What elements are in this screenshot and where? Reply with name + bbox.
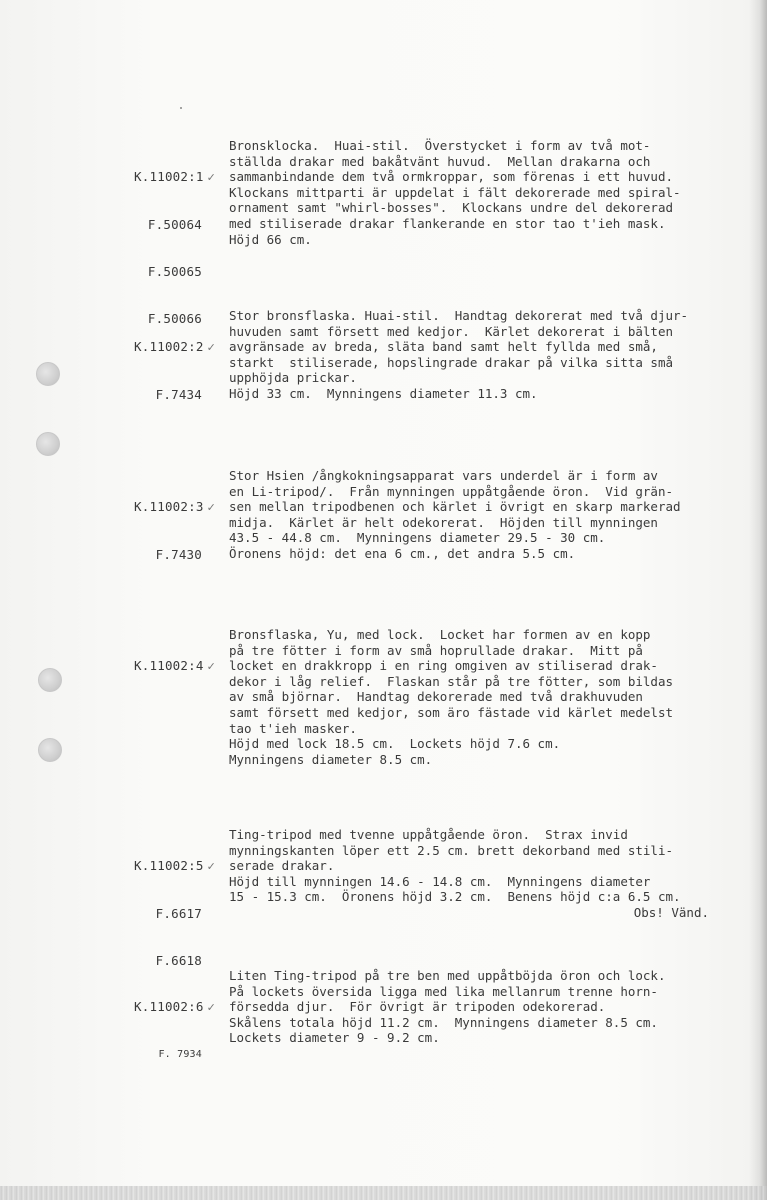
description-line: Höjd 66 cm. (229, 231, 312, 247)
entry-description (229, 468, 749, 562)
description-line: på tre fötter i form av små hoprullade drakar. Mitt på (229, 642, 643, 658)
catalog-number: K.11002:4 (134, 658, 204, 674)
page-edge-shadow (749, 0, 767, 1200)
description-line: Stor bronsflaska. Huai-stil. Handtag dekorerat med två djur- (229, 308, 689, 323)
punch-hole (38, 738, 62, 762)
description-line: Höjd till mynningen 14.6 - 14.8 cm. Mynningens diameter (229, 873, 651, 889)
check-mark: ✓ (206, 341, 216, 355)
description-line: med stiliserade drakar flankerande en stor tao t'ieh mask. (229, 215, 666, 231)
description-line: 15 - 15.3 cm. Öronens höjd 3.2 cm. Benens höjd c:a 6.5 cm. (229, 889, 681, 905)
description-line: 43.5 - 44.8 cm. Mynningens diameter 29.5 - 30 cm. (229, 530, 606, 546)
check-mark: ✓ (206, 1001, 216, 1015)
description-line: avgränsade av breda, släta band samt helt fyllda med små, (229, 339, 658, 355)
photo-number: F.6617 (155, 905, 202, 921)
description-line: samt försett med kedjor, som äro fästade vid kärlet medelst (229, 704, 674, 720)
description-line: försedda djur. För övrigt är tripoden odekorerad. (229, 999, 606, 1015)
entry-description (229, 308, 749, 402)
check-mark: ✓ (206, 171, 216, 185)
scan-bottom-edge (0, 1186, 767, 1200)
entry-reference (112, 627, 216, 706)
speck (180, 107, 182, 109)
photo-number: F.50064 (147, 216, 202, 232)
punch-hole (36, 362, 60, 386)
punch-hole (36, 432, 60, 456)
entry-description (229, 827, 749, 921)
description-line: sen mellan tripodbenen och kärlet i övrigt en skarp markerad (229, 499, 681, 515)
description-line: huvuden samt försett med kedjor. Kärlet dekorerat i bälten (229, 323, 674, 339)
description-line: sammanbindande dem två ormkroppar, som förenas i ett huvud. (229, 169, 674, 185)
description-line: starkt stiliserade, hopslingrade drakar på vilka sitta små (229, 354, 674, 370)
description-line: ornament samt "whirl-bosses". Klockans undre del dekorerad (229, 200, 674, 216)
entry-reference (112, 468, 216, 594)
photo-number: F.7430 (155, 546, 202, 562)
photo-number: F.6618 (155, 952, 202, 968)
description-line: Skålens totala höjd 11.2 cm. Mynningens diameter 8.5 cm. (229, 1014, 658, 1030)
description-line: mynningskanten löper ett 2.5 cm. brett dekorband med stili- (229, 842, 674, 858)
description-line: dekor i låg relief. Flaskan står på tre fötter, som bildas (229, 673, 674, 689)
check-mark: ✓ (206, 660, 216, 674)
turn-over-note: Obs! Vänd. (633, 904, 709, 920)
description-line: upphöjda prickar. (229, 370, 357, 386)
description-line: Bronsflaska, Yu, med lock. Locket har formen av en kopp (229, 627, 651, 642)
entry-reference (112, 308, 216, 434)
description-line: Liten Ting-tripod på tre ben med uppåtböjda öron och lock. (229, 968, 666, 983)
description-line: Klockans mittparti är uppdelat i fält dekorerade med spiral- (229, 184, 681, 200)
catalog-number: K.11002:1 (134, 169, 204, 185)
entry-description (229, 627, 749, 767)
photo-number: F.7434 (155, 386, 202, 402)
entry-reference (112, 968, 216, 1094)
photo-number: F.50065 (147, 263, 202, 279)
description-line: Ting-tripod med tvenne uppåtgående öron. Strax invid (229, 827, 628, 842)
description-line: Bronsklocka. Huai-stil. Överstycket i form av två mot- (229, 138, 651, 153)
description-line: Öronens höjd: det ena 6 cm., det andra 5.5 cm. (229, 545, 576, 561)
description-line: Höjd 33 cm. Mynningens diameter 11.3 cm. (229, 385, 538, 401)
description-line: serade drakar. (229, 858, 335, 874)
photo-number: F.50066 (147, 310, 202, 326)
catalog-number: K.11002:2 (134, 339, 204, 355)
description-line: av små björnar. Handtag dekorerade med två drakhuvuden (229, 689, 643, 705)
entry-description (229, 138, 749, 247)
entry-description (229, 968, 749, 1046)
description-line: Stor Hsien /ångkokningsapparat vars underdel är i form av (229, 468, 658, 483)
description-line: locket en drakkropp i en ring omgiven av stiliserad drak- (229, 658, 658, 674)
description-line: Lockets diameter 9 - 9.2 cm. (229, 1030, 440, 1046)
description-line: Höjd med lock 18.5 cm. Lockets höjd 7.6 cm. (229, 736, 561, 752)
check-mark: ✓ (206, 860, 216, 874)
check-mark: ✓ (206, 501, 216, 515)
description-line: midja. Kärlet är helt odekorerat. Höjden till mynningen (229, 514, 658, 530)
catalog-number: K.11002:3 (134, 499, 204, 515)
catalog-number: K.11002:6 (134, 999, 204, 1015)
description-line: På lockets översida ligga med lika mellanrum trenne horn- (229, 983, 658, 999)
description-line: en Li-tripod/. Från mynningen uppåtgående öron. Vid grän- (229, 483, 674, 499)
catalog-number: K.11002:5 (134, 858, 204, 874)
description-line: tao t'ieh masker. (229, 720, 357, 736)
description-line: Mynningens diameter 8.5 cm. (229, 751, 433, 767)
photo-number: F. 7934 (158, 1048, 202, 1060)
description-line: ställda drakar med bakåtvänt huvud. Mellan drakarna och (229, 153, 651, 169)
punch-hole (38, 668, 62, 692)
